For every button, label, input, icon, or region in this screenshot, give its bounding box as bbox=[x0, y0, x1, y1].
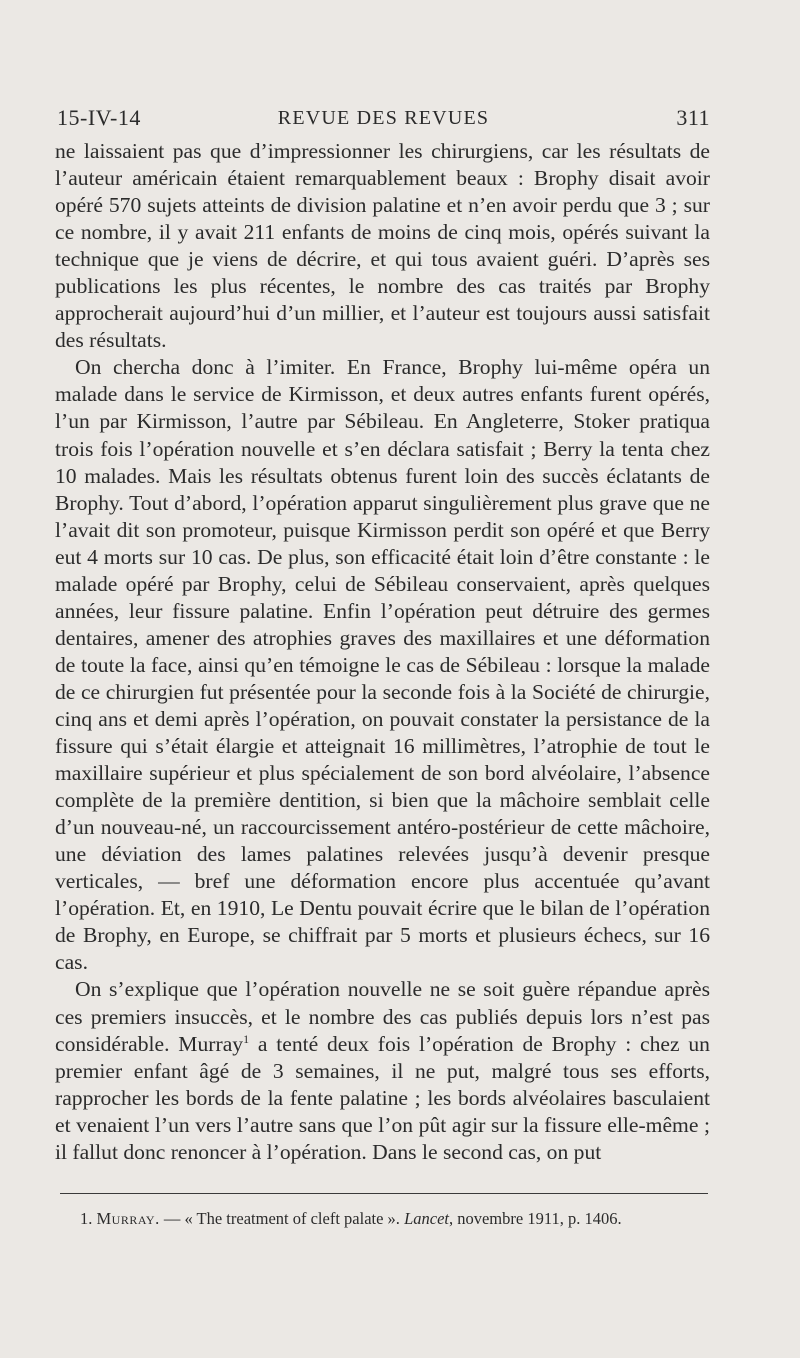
paragraph-1: ne laissaient pas que d’impressionner les chirurgiens, car les résultats de l’auteur américain étaient remarquablement beaux : Brophy disait avoir opéré 570 sujets atteints de division palatine et n’en avoir perdu que 3 ; sur ce nombre, il y avait 211 enfants de moins de cinq mois, opérés suivant la technique que je viens de décrire, et qui tous avaient guéri. D’après ses publications les plus récentes, le nombre des cas traités par Brophy approcherait aujourd’hui d’un millier, et l’auteur est toujours aussi satisfait des résultats. bbox=[55, 139, 710, 353]
body-text bbox=[55, 138, 710, 1166]
paragraph-3 bbox=[55, 976, 710, 1165]
footnote-author: Murray. bbox=[96, 1209, 160, 1228]
footnote-number: 1. bbox=[80, 1209, 93, 1228]
paragraph-3-end: a tenté deux fois l’opération de Brophy : chez un premier enfant âgé de 3 semaines, il ne put, malgré tous ses efforts, rapprocher les bords de la fente palatine ; les bords alvéolaires basculaient et venaient l’un vers l’autre sans que l’on pût agir sur la fissure elle-même ; il fallut donc renoncer à l’opération. Dans le second cas, on put bbox=[55, 1031, 710, 1164]
footnote-title: — « The treatment of cleft palate ». bbox=[159, 1209, 405, 1228]
running-header bbox=[57, 105, 710, 135]
page-number: 311 bbox=[676, 105, 710, 130]
footnote-details: , novembre 1911, p. 1406. bbox=[448, 1209, 622, 1228]
footnote-divider bbox=[60, 1193, 708, 1194]
footnote bbox=[80, 1208, 710, 1230]
paragraph-3-start: On s’explique que l’opération nouvelle ne se soit guère répandue après ces premiers insuccès, et le nombre des cas publiés depuis lors n’est pas considérable. Murray bbox=[55, 977, 710, 1056]
header-date: 15-IV-14 bbox=[57, 105, 141, 130]
footnote-journal: Lancet bbox=[404, 1209, 449, 1228]
header-journal-title: REVUE DES REVUES bbox=[277, 107, 490, 129]
footnote-ref: 1 bbox=[243, 1031, 250, 1046]
paragraph-2: On chercha donc à l’imiter. En France, Brophy lui-même opéra un malade dans le service de Kirmisson, et deux autres enfants furent opérés, l’un par Kirmisson, l’autre par Sébileau. En Angleterre, Stoker pratiqua trois fois l’opération nouvelle et s’en déclara satisfait ; Berry la tenta chez 10 malades. Mais les résultats obtenus furent loin des succès éclatants de Brophy. Tout d’abord, l’opération apparut singulièrement plus grave que ne l’avait dit son promoteur, puisque Kirmisson perdit son opéré et que Berry eut 4 morts sur 10 cas. De plus, son efficacité était loin d’être constante : le malade opéré par Brophy, celui de Sébileau conservaient, après quelques années, leur fissure palatine. Enfin l’opération peut détruire des germes dentaires, amener des atrophies graves des maxillaires et une déformation de toute la face, ainsi qu’en témoigne le cas de Sébileau : lorsque la malade de ce chirurgien fut présentée pour la seconde fois à la Société de chirurgie, cinq ans et demi après l’opération, on pouvait constater la persistance de la fissure qui s’était élargie et atteignait 16 millimètres, l’atrophie de tout le maxillaire supérieur et plus spécialement de son bord alvéolaire, l’absence complète de la première dentition, si bien que la mâchoire semblait celle d’un nouveau-né, un raccourcissement antéro-postérieur de cette mâchoire, une déviation des lames palatines relevées jusqu’à devenir presque verticales, — bref une déformation encore plus accentuée qu’avant l’opération. Et, en 1910, Le Dentu pouvait écrire que le bilan de l’opération de Brophy, en Europe, se chiffrait par 5 morts et plusieurs échecs, sur 16 cas. bbox=[55, 355, 710, 975]
